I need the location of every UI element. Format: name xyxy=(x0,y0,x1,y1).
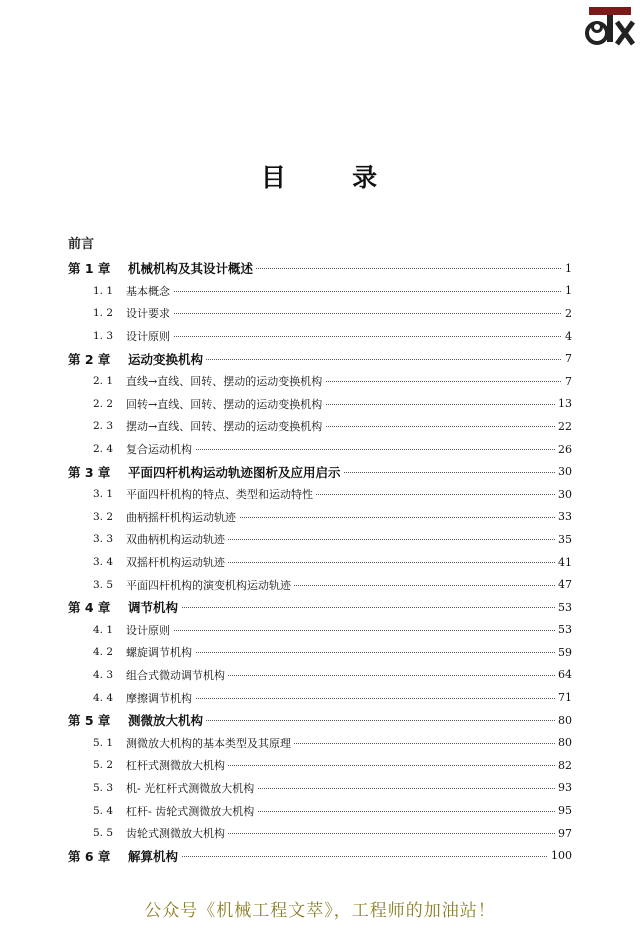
toc-entry-number: 3. 4 xyxy=(93,556,114,569)
toc-section-row[interactable] xyxy=(0,483,640,506)
toc-section-row[interactable] xyxy=(0,573,640,596)
toc-page-number: 80 xyxy=(555,736,572,749)
toc-page-number: 2 xyxy=(562,307,572,320)
toc-entry-number: 3. 2 xyxy=(93,510,114,523)
toc-entry-title: 机械机构及其设计概述 xyxy=(128,259,256,277)
toc-section-row[interactable] xyxy=(0,506,640,529)
toc-entry-title: 齿轮式测微放大机构 xyxy=(126,825,228,841)
toc-entry-number: 2. 3 xyxy=(93,420,114,433)
toc-page-number: 22 xyxy=(555,420,572,433)
toc-entry-title: 组合式微动调节机构 xyxy=(126,667,228,683)
toc-entry-title: 曲柄摇杆机构运动轨迹 xyxy=(126,509,239,525)
toc-entry-title: 摩擦调节机构 xyxy=(126,690,195,706)
toc-page-number: 82 xyxy=(555,759,572,772)
toc-page-number: 7 xyxy=(562,352,572,365)
toc-section-row[interactable] xyxy=(0,415,640,438)
footer-banner: 公众号《机械工程文萃》，工程师的加油站！ xyxy=(144,901,496,921)
toc-page-number: 64 xyxy=(555,668,572,681)
toc-page-number: 95 xyxy=(555,804,572,817)
toc-entry-number: 4. 4 xyxy=(93,691,114,704)
toc-section-row[interactable] xyxy=(0,822,640,845)
toc-entry-title: 平面四杆机构的演变机构运动轨迹 xyxy=(126,577,294,593)
toc-entry-number: 5. 1 xyxy=(93,736,114,749)
toc-page-number: 71 xyxy=(555,691,572,704)
toc-entry-number: 1. 3 xyxy=(93,330,114,343)
toc-entry-title: 设计要求 xyxy=(126,305,173,321)
toc-entry-number: 2. 1 xyxy=(93,375,114,388)
toc-page-number: 4 xyxy=(562,330,572,343)
toc-section-row[interactable] xyxy=(0,370,640,393)
toc-entry-title: 设计原则 xyxy=(126,328,173,344)
toc-entry-title: 测微放大机构的基本类型及其原理 xyxy=(126,735,294,751)
toc-page-number: 100 xyxy=(548,849,572,862)
toc-chapter-row[interactable] xyxy=(0,347,640,370)
toc-entry-number: 2. 4 xyxy=(93,443,114,456)
toc-entry-number: 5. 5 xyxy=(93,827,114,840)
toc-entry-number: 4. 1 xyxy=(93,623,114,636)
toc-chapter-row[interactable] xyxy=(0,844,640,867)
toc-entry-number: 3. 1 xyxy=(93,488,114,501)
toc-page-number: 1 xyxy=(562,262,572,275)
toc-entry-number: 第 2 章 xyxy=(68,351,111,367)
toc-entry-number: 5. 4 xyxy=(93,804,114,817)
toc-section-row[interactable] xyxy=(0,393,640,416)
toc-page-number: 13 xyxy=(555,397,572,410)
toc-entry-number: 4. 3 xyxy=(93,668,114,681)
toc-page-number: 35 xyxy=(555,533,572,546)
toc-chapter-row[interactable] xyxy=(0,460,640,483)
toc-page-number: 53 xyxy=(555,623,572,636)
toc-section-row[interactable] xyxy=(0,551,640,574)
toc-page-number: 41 xyxy=(555,556,572,569)
toc-entry-number: 2. 2 xyxy=(93,397,114,410)
toc-entry-title: 平面四杆机构运动轨迹图析及应用启示 xyxy=(128,463,344,481)
toc-section-row[interactable] xyxy=(0,325,640,348)
toc-section-row[interactable] xyxy=(0,528,640,551)
logo xyxy=(583,6,637,48)
toc-entry-title: 基本概念 xyxy=(126,283,173,299)
toc-page-number: 1 xyxy=(562,284,572,297)
toc-page-number: 30 xyxy=(555,488,572,501)
toc-leader-dots xyxy=(128,291,565,292)
toc-page-number: 47 xyxy=(555,578,572,591)
toc-section-row[interactable] xyxy=(0,777,640,800)
toc-entry-title: 运动变换机构 xyxy=(128,350,206,368)
toc-preface[interactable]: 前言 xyxy=(68,237,95,252)
toc-page-number: 53 xyxy=(555,601,572,614)
toc-entry-title: 双曲柄机构运动轨迹 xyxy=(126,531,228,547)
toc-entry-number: 1. 2 xyxy=(93,307,114,320)
toc-entry-title: 摆动→直线、回转、摆动的运动变换机构 xyxy=(126,418,325,434)
toc-page-number: 33 xyxy=(555,510,572,523)
toc-entry-title: 回转→直线、回转、摆动的运动变换机构 xyxy=(126,396,325,412)
toc-entry-title: 平面四杆机构的特点、类型和运动特性 xyxy=(126,486,316,502)
toc-entry-number: 第 5 章 xyxy=(68,713,111,729)
toc-entry-title: 复合运动机构 xyxy=(126,441,195,457)
toc-chapter-row[interactable] xyxy=(0,596,640,619)
toc-section-row[interactable] xyxy=(0,686,640,709)
toc-page-number: 93 xyxy=(555,781,572,794)
toc-entry-title: 解算机构 xyxy=(128,847,181,865)
toc-page-number: 30 xyxy=(555,465,572,478)
toc-section-row[interactable] xyxy=(0,302,640,325)
toc-entry-number: 第 3 章 xyxy=(68,464,111,480)
page-title: 目 录 xyxy=(260,163,380,192)
toc-entry-number: 5. 3 xyxy=(93,781,114,794)
toc-section-row[interactable] xyxy=(0,799,640,822)
toc-entry-number: 第 4 章 xyxy=(68,600,111,616)
toc-entry-number: 5. 2 xyxy=(93,759,114,772)
toc-chapter-row[interactable] xyxy=(0,257,640,280)
toc-leader-dots xyxy=(128,607,565,608)
toc-entry-title: 测微放大机构 xyxy=(128,711,206,729)
toc-entry-title: 机- 光杠杆式测微放大机构 xyxy=(126,780,257,796)
toc-section-row[interactable] xyxy=(0,664,640,687)
table-of-contents xyxy=(0,257,640,867)
toc-entry-title: 设计原则 xyxy=(126,622,173,638)
toc-entry-title: 调节机构 xyxy=(128,598,181,616)
toc-section-row[interactable] xyxy=(0,641,640,664)
toc-entry-number: 3. 3 xyxy=(93,533,114,546)
toc-page-number: 7 xyxy=(562,375,572,388)
toc-entry-title: 双摇杆机构运动轨迹 xyxy=(126,554,228,570)
toc-section-row[interactable] xyxy=(0,754,640,777)
toc-page-number: 26 xyxy=(555,443,572,456)
toc-entry-number: 1. 1 xyxy=(93,284,114,297)
toc-entry-number: 4. 2 xyxy=(93,646,114,659)
toc-chapter-row[interactable] xyxy=(0,709,640,732)
toc-page-number: 97 xyxy=(555,827,572,840)
toc-entry-number: 第 1 章 xyxy=(68,261,111,277)
toc-entry-title: 杠杆式测微放大机构 xyxy=(126,757,228,773)
toc-leader-dots xyxy=(128,630,565,631)
toc-page-number: 59 xyxy=(555,646,572,659)
toc-leader-dots xyxy=(128,336,565,337)
toc-section-row[interactable] xyxy=(0,280,640,303)
toc-section-row[interactable] xyxy=(0,438,640,461)
toc-section-row[interactable] xyxy=(0,731,640,754)
toc-entry-title: 杠杆- 齿轮式测微放大机构 xyxy=(126,803,257,819)
toc-entry-title: 螺旋调节机构 xyxy=(126,644,195,660)
toc-entry-number: 第 6 章 xyxy=(68,848,111,864)
toc-section-row[interactable] xyxy=(0,619,640,642)
toc-leader-dots xyxy=(128,856,565,857)
toc-leader-dots xyxy=(128,313,565,314)
toc-page-number: 80 xyxy=(555,714,572,727)
toc-entry-title: 直线→直线、回转、摆动的运动变换机构 xyxy=(126,373,325,389)
toc-entry-number: 3. 5 xyxy=(93,578,114,591)
